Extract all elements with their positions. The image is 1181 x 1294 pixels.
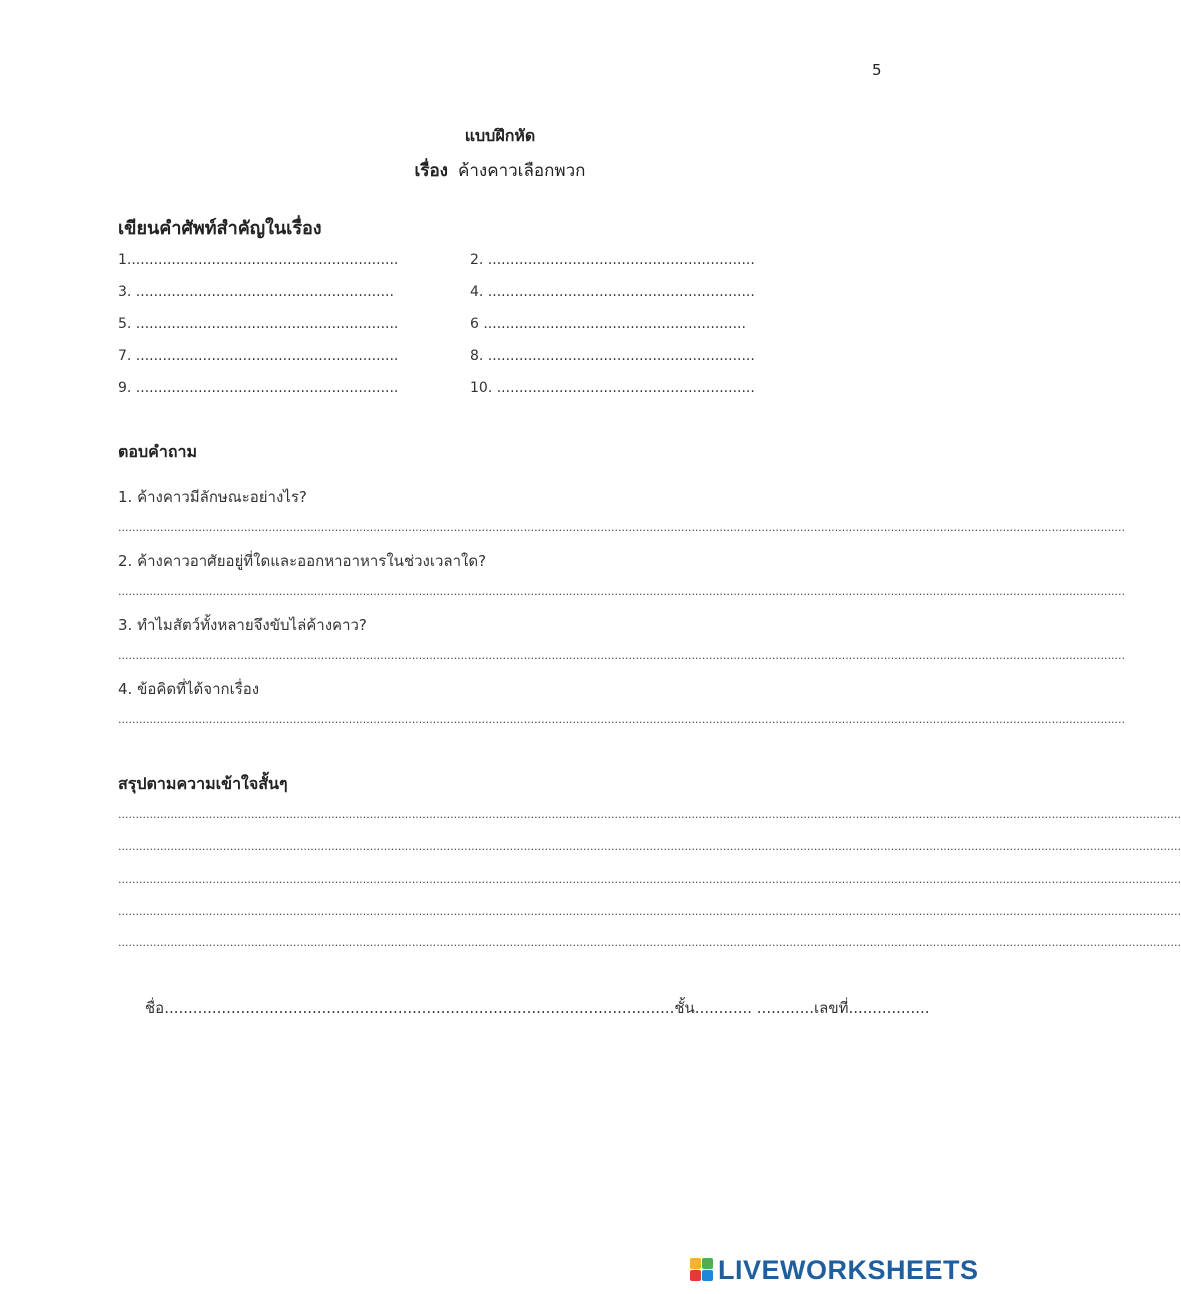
vocab-heading: เขียนคำศัพท์สำคัญในเรื่อง	[118, 218, 322, 239]
answer-line-4[interactable]: ................................................................................................................................................................................................................................................................................................	[118, 713, 1126, 726]
summary-line-1[interactable]: ................................................................................................................................................................................................................................................................................................................	[118, 808, 1181, 821]
logo-block-i	[702, 1258, 713, 1269]
logo-block-e	[702, 1270, 713, 1281]
vocab-item-8[interactable]: 8. ............................................................	[470, 348, 755, 364]
story-title: ค้างคาวเลือกพวก	[457, 161, 586, 181]
qa-heading: ตอบคำถาม	[118, 442, 198, 461]
liveworksheets-logo	[690, 1255, 979, 1285]
summary-line-3[interactable]: ................................................................................................................................................................................................................................................................................................................	[118, 873, 1181, 886]
worksheet-subtitle	[0, 157, 1000, 184]
logo-block-v	[690, 1270, 701, 1281]
logo-blocks-icon	[690, 1258, 714, 1282]
vocab-item-1[interactable]: 1.............................................................	[118, 252, 399, 268]
question-1: 1. ค้างคาวมีลักษณะอย่างไร?	[118, 488, 307, 506]
vocab-item-5[interactable]: 5. ...........................................................	[118, 316, 399, 332]
answer-line-2[interactable]: ................................................................................................................................................................................................................................................................................................	[118, 585, 1126, 598]
vocab-item-2[interactable]: 2. ............................................................	[470, 252, 755, 268]
question-3: 3. ทำไมสัตว์ทั้งหลายจึงขับไล่ค้างคาว?	[118, 616, 367, 634]
logo-block-l	[690, 1258, 701, 1269]
vocab-item-10[interactable]: 10. ..........................................................	[470, 380, 755, 396]
summary-line-4[interactable]: ................................................................................................................................................................................................................................................................................................................	[118, 905, 1181, 918]
vocab-item-3[interactable]: 3. ..........................................................	[118, 284, 394, 300]
vocab-item-4[interactable]: 4. ............................................................	[470, 284, 755, 300]
question-4: 4. ข้อคิดที่ได้จากเรื่อง	[118, 680, 260, 698]
vocab-item-6[interactable]: 6 ...........................................................	[470, 316, 746, 332]
vocab-item-7[interactable]: 7. ...........................................................	[118, 348, 399, 364]
subtitle-label: เรื่อง	[414, 161, 448, 181]
answer-line-1[interactable]: ................................................................................................................................................................................................................................................................................................	[118, 521, 1126, 534]
logo-text: LIVEWORKSHEETS	[718, 1254, 979, 1285]
question-2: 2. ค้างคาวอาศัยอยู่ที่ใดและออกหาอาหารในช่วงเวลาใด?	[118, 552, 487, 570]
summary-line-2[interactable]: ................................................................................................................................................................................................................................................................................................................	[118, 840, 1181, 853]
signature-line[interactable]: ชื่อ...........................................................................................................ชั้น............ ............เลขที่.................	[145, 999, 930, 1017]
page-number: 5	[872, 61, 882, 79]
summary-line-5[interactable]: ................................................................................................................................................................................................................................................................................................................	[118, 936, 1181, 949]
worksheet-title: แบบฝึกหัด	[464, 126, 536, 145]
vocab-item-9[interactable]: 9. ...........................................................	[118, 380, 399, 396]
summary-heading: สรุปตามความเข้าใจสั้นๆ	[118, 774, 288, 793]
answer-line-3[interactable]: ................................................................................................................................................................................................................................................................................................	[118, 649, 1126, 662]
